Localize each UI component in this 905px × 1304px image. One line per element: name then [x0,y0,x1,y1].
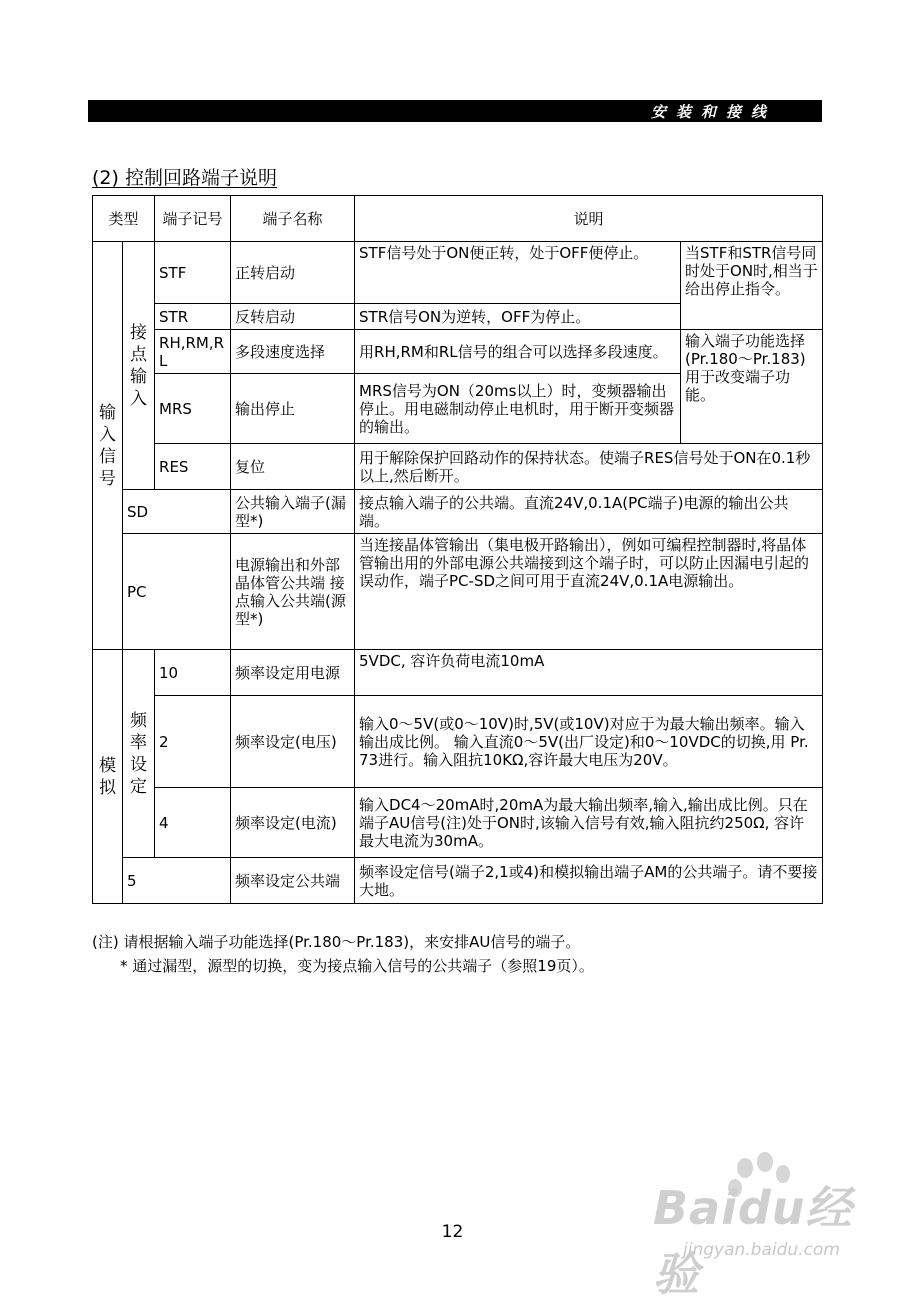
symbol-cell: RES [155,444,231,490]
note-au: (注) 请根据输入端子功能选择(Pr.180～Pr.183)，来安排AU信号的端子。 [92,933,581,951]
name-cell: 频率设定用电源 [231,650,355,696]
terminal-table [92,195,823,904]
notes [92,930,594,978]
name-cell: 输出停止 [231,374,355,444]
desc-cell: 当连接晶体管输出（集电极开路输出），例如可编程控制器时,将晶体管输出用的外部电源公共端接到这个端子时，可以防止因漏电引起的误动作，端子PC-SD之间可用于直流24V,0.1A电源输出。 [355,534,823,650]
table-row [93,490,823,534]
table-row [93,788,823,858]
symbol-cell: MRS [155,374,231,444]
page-number: 12 [441,1222,464,1242]
name-cell: 频率设定(电压) [231,696,355,788]
table-row [93,696,823,788]
sub-contact-input: 接点输入 [123,242,155,490]
symbol-cell: 2 [155,696,231,788]
desc-cell: 输入0～5V(或0～10V)时,5V(或10V)对应于为最大输出频率。输入输出成比例。 输入直流0～5V(出厂设定)和0～10VDC的切换,用 Pr.73进行。输入阻抗10KΩ,容许最大电压为20V。 [355,696,823,788]
header-name: 端子名称 [231,196,355,242]
header-symbol: 端子记号 [155,196,231,242]
section-title: (2) 控制回路端子说明 [92,167,277,189]
symbol-cell: STR [155,304,231,330]
header-type: 类型 [93,196,155,242]
table-row [93,242,823,304]
desc-cell: STR信号ON为逆转，OFF为停止。 [355,304,681,330]
name-cell: 频率设定公共端 [231,858,355,904]
header-bar [88,100,822,122]
symbol-cell: 5 [123,858,231,904]
header-desc: 说明 [355,196,823,242]
table-row [93,330,823,374]
symbol-cell: 4 [155,788,231,858]
name-cell: 多段速度选择 [231,330,355,374]
group-analog: 模拟 [93,650,123,904]
symbol-cell: PC [123,534,231,650]
desc-cell: 用于解除保护回路动作的保持状态。使端子RES信号处于ON在0.1秒以上,然后断开。 [355,444,823,490]
symbol-cell: STF [155,242,231,304]
symbol-cell: SD [123,490,231,534]
side-note-function-select: 输入端子功能选择(Pr.180～Pr.183)用于改变端子功能。 [681,330,823,444]
name-cell: 频率设定(电流) [231,788,355,858]
desc-cell: MRS信号为ON（20ms以上）时，变频器输出停止。用电磁制动停止电机时，用于断开变频器的输出。 [355,374,681,444]
side-note-stf-str: 当STF和STR信号同时处于ON时,相当于给出停止指令。 [681,242,823,330]
note-sink-source: * 通过漏型，源型的切换，变为接点输入信号的公共端子（参照19页）。 [120,957,594,975]
baidu-watermark [653,1150,883,1301]
name-cell: 反转启动 [231,304,355,330]
table-row [93,444,823,490]
name-cell: 正转启动 [231,242,355,304]
watermark-url: jingyan.baidu.com [683,1240,840,1260]
desc-cell: 输入DC4～20mA时,20mA为最大输出频率,输入,输出成比例。只在端子AU信号(注)处于ON时,该输入信号有效,输入阻抗约250Ω, 容许最大电流为30mA。 [355,788,823,858]
name-cell: 复位 [231,444,355,490]
table-row [93,534,823,650]
table-row [93,650,823,696]
desc-cell: 用RH,RM和RL信号的组合可以选择多段速度。 [355,330,681,374]
symbol-cell: 10 [155,650,231,696]
header-title: 安装和接线 [650,103,776,121]
desc-cell: 5VDC, 容许负荷电流10mA [355,650,823,696]
table-header-row [93,196,823,242]
desc-cell: 频率设定信号(端子2,1或4)和模拟输出端子AM的公共端子。请不要接大地。 [355,858,823,904]
name-cell: 公共输入端子(漏型*) [231,490,355,534]
group-input-signal: 输入信号 [93,242,123,650]
desc-cell: STF信号处于ON便正转，处于OFF便停止。 [355,242,681,304]
name-cell: 电源输出和外部晶体管公共端 接点输入公共端(源型*) [231,534,355,650]
desc-cell: 接点输入端子的公共端。直流24V,0.1A(PC端子)电源的输出公共端。 [355,490,823,534]
sub-freq-setting: 频率设定 [123,650,155,858]
table-row [93,858,823,904]
watermark-logo: Baidu经验 [653,1181,853,1301]
symbol-cell: RH,RM,RL [155,330,231,374]
